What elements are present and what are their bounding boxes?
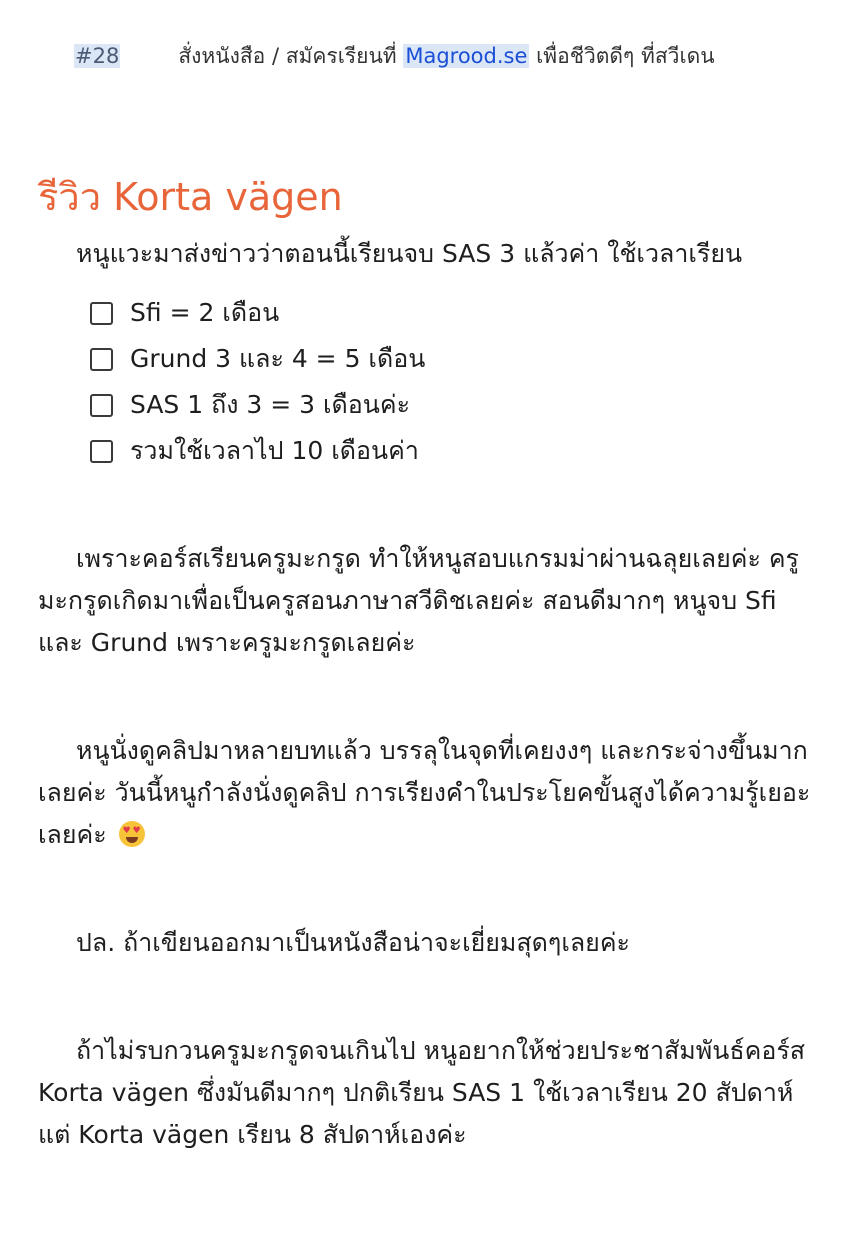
checklist-item-label: รวมใช้เวลาไป 10 เดือนค่า (130, 436, 419, 465)
checklist-item-label: Grund 3 และ 4 = 5 เดือน (130, 344, 426, 373)
header-title (178, 40, 714, 73)
checklist-item (90, 428, 425, 474)
checklist (90, 290, 425, 474)
checklist-item-label: Sfi = 2 เดือน (130, 298, 280, 327)
checklist-item (90, 382, 425, 428)
page-header (74, 40, 840, 72)
header-title-prefix: สั่งหนังสือ / สมัครเรียนที่ (178, 43, 404, 68)
body-paragraph: เพราะคอร์สเรียนครูมะกรูด ทำให้หนูสอบแกรมม่าผ่านฉลุยเลยค่ะ ครูมะกรูดเกิดมาเพื่อเป็นครูสอนภาษาสวีดิชเลยค่ะ สอนดีมากๆ หนูจบ Sfi และ Grund เพราะครูมะกรูดเลยค่ะ (38, 544, 799, 657)
body-paragraph-text: หนูนั่งดูคลิปมาหลายบทแล้ว บรรลุในจุดที่เคยงงๆ และกระจ่างขึ้นมากเลยค่ะ วันนี้หนูกำลังนั่งดูคลิป การเรียงคำในประโยคขั้นสูงได้ความรู้เยอะเลยค่ะ (38, 736, 811, 849)
checkbox-icon[interactable] (90, 394, 113, 417)
body-paragraph: ถ้าไม่รบกวนครูมะกรูดจนเกินไป หนูอยากให้ช่วยประชาสัมพันธ์คอร์ส Korta vägen ซึ่งมันดีมากๆ ปกติเรียน SAS 1 ใช้เวลาเรียน 20 สัปดาห์ แต่ Korta vägen เรียน 8 สัปดาห์เองค่ะ (38, 1036, 806, 1149)
body-paragraph (38, 730, 828, 856)
checkbox-icon[interactable] (90, 348, 113, 371)
checklist-item-label: SAS 1 ถึง 3 = 3 เดือนค่ะ (130, 390, 411, 419)
review-title: รีวิว Korta vägen (38, 175, 343, 219)
postscript-paragraph: ปล. ถ้าเขียนออกมาเป็นหนังสือน่าจะเยี่ยมสุดๆเลยค่ะ (76, 928, 630, 957)
checklist-item (90, 336, 425, 382)
header-title-suffix: เพื่อชีวิตดีๆ ที่สวีเดน (529, 43, 715, 68)
intro-paragraph: หนูแวะมาส่งข่าวว่าตอนนี้เรียนจบ SAS 3 แล้วค่า ใช้เวลาเรียน (76, 239, 743, 268)
site-link[interactable]: Magrood.se (405, 43, 528, 68)
checkbox-icon[interactable] (90, 440, 113, 463)
checkbox-icon[interactable] (90, 302, 113, 325)
page-number: #28 (75, 44, 120, 68)
checklist-item (90, 290, 425, 336)
heart-eyes-emoji-icon: ♥ ♥ (119, 821, 145, 847)
